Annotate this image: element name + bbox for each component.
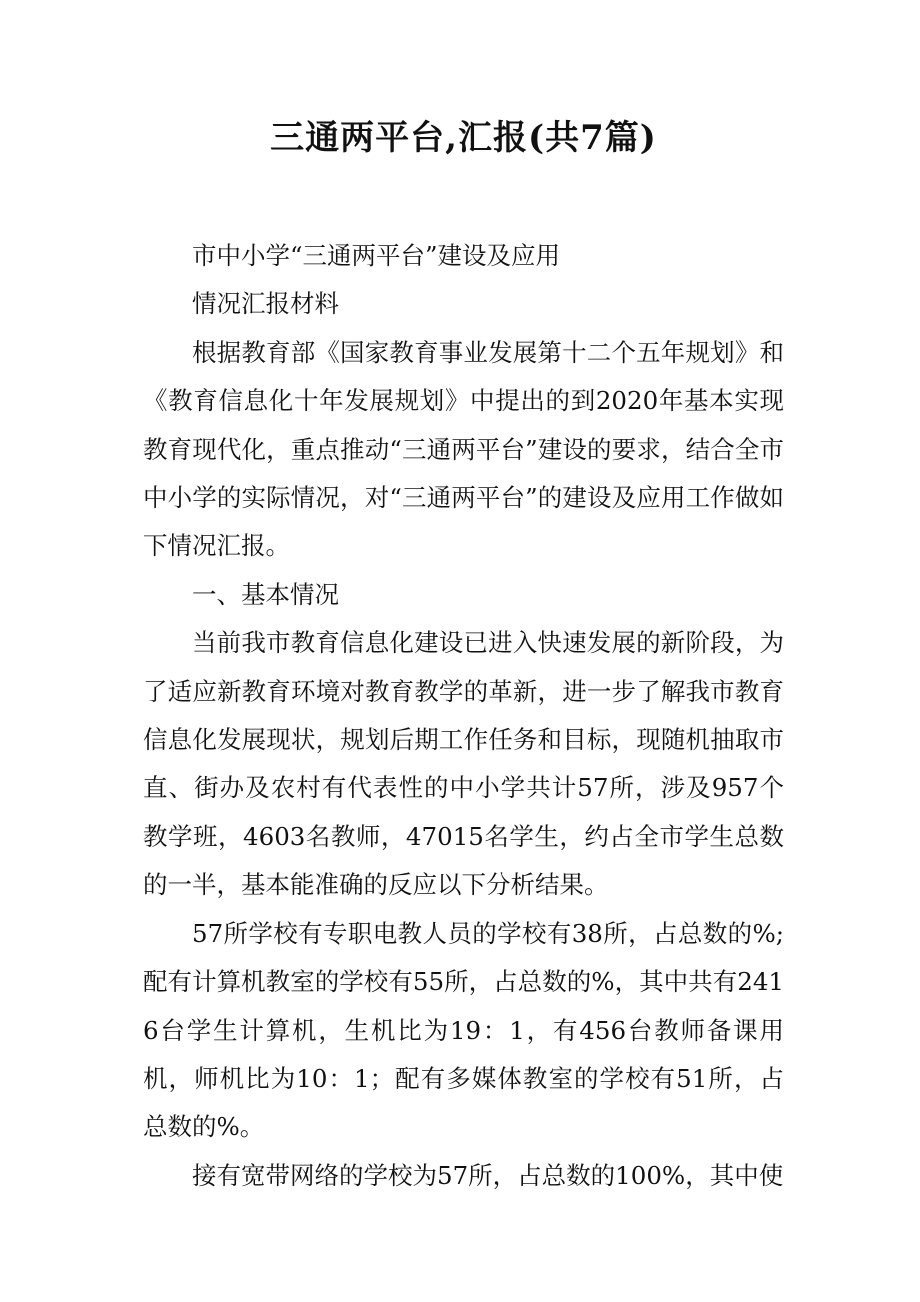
subtitle-line-2: 情况汇报材料: [192, 289, 339, 319]
paragraph-current-status: 当前我市教育信息化建设已进入快速发展的新阶段，为了适应新教育环境对教育教学的革新，进一步了解我市教育信息化发展现状，规划后期工作任务和目标，现随机抽取市直、街办及农村有代表性的中小学共计57所，涉及957个教学班，4603名教师，47015名学生，约占全市学生总数的一半，基本能准确的反应以下分析结果。: [143, 628, 784, 900]
document-body: [143, 232, 784, 1200]
section-heading-basic: 一、基本情况: [192, 579, 339, 609]
document-title: 三通两平台,汇报(共7篇): [270, 118, 657, 158]
paragraph-broadband: 接有宽带网络的学校为57所，占总数的100%，其中使: [192, 1160, 784, 1190]
paragraph-intro: 根据教育部《国家教育事业发展第十二个五年规划》和《教育信息化十年发展规划》中提出的到2020年基本实现教育现代化，重点推动“三通两平台”建设的要求，结合全市中小学的实际情况，对“三通两平台”的建设及应用工作做如下情况汇报。: [143, 337, 784, 561]
paragraph-school-statistics: 57所学校有专职电教人员的学校有38所，占总数的%;配有计算机教室的学校有55所，占总数的%，其中共有2416台学生计算机，生机比为19：1，有456台教师备课用机，师机比为10：1；配有多媒体教室的学校有51所，占总数的%。: [143, 918, 784, 1142]
subtitle-line-1: 市中小学“三通两平台”建设及应用: [192, 241, 561, 270]
